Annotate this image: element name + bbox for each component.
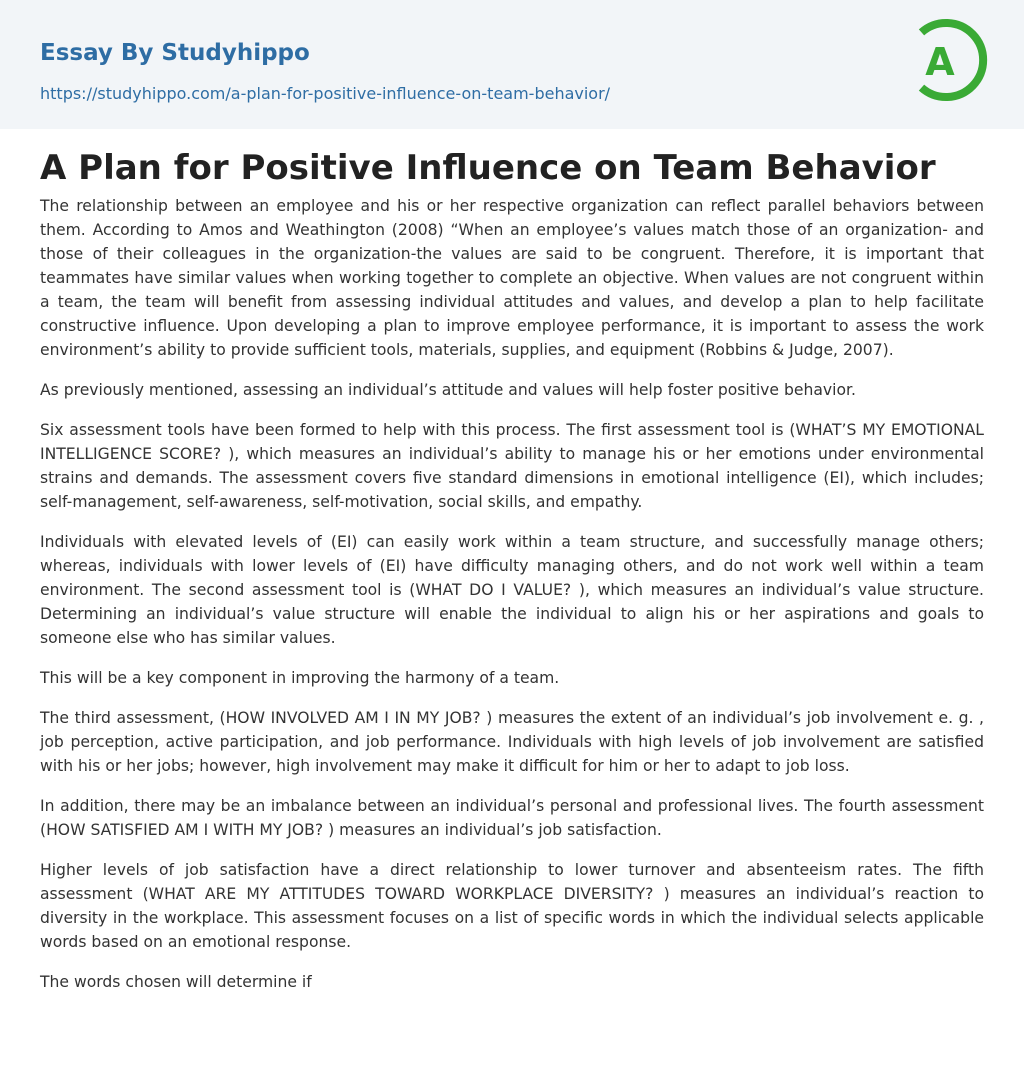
- paragraph: This will be a key component in improving the harmony of a team.: [40, 669, 560, 687]
- paragraph: In addition, there may be an imbalance between an individual’s personal and professional lives. The fourth assessment (HOW SATISFIED AM I WITH MY JOB? ) measures an individual’s job satisfaction.: [40, 797, 984, 839]
- paragraph: Higher levels of job satisfaction have a direct relationship to lower turnover and absenteeism rates. The fifth assessment (WHAT ARE MY ATTITUDES TOWARD WORKPLACE DIVERSITY? ) measures an individual’s reaction to diversity in the workplace. This assessment focuses on a list of specific words in which the individual selects applicable words based on an emotional response.: [40, 861, 984, 951]
- paragraph: The words chosen will determine if: [40, 973, 312, 991]
- page-title: A Plan for Positive Influence on Team Behavior: [40, 148, 936, 188]
- paragraph: As previously mentioned, assessing an individual’s attitude and values will help foster positive behavior.: [40, 381, 856, 399]
- paragraph: The third assessment, (HOW INVOLVED AM I IN MY JOB? ) measures the extent of an individual’s job involvement e. g. , job perception, active participation, and job performance. Individuals with high levels of job involvement are satisfied with his or her jobs; however, high involvement may make it difficult for him or her to adapt to job loss.: [40, 709, 984, 775]
- paragraph: The relationship between an employee and his or her respective organization can reflect parallel behaviors between them. According to Amos and Weathington (2008) “When an employee’s values match those of an organization- and those of their colleagues in the organization-the values are said to be congruent. Therefore, it is important that teammates have similar values when working together to complete an objective. When values are not congruent within a team, the team will benefit from assessing individual attitudes and values, and develop a plan to help facilitate constructive influence. Upon developing a plan to improve employee performance, it is important to assess the work environment’s ability to provide sufficient tools, materials, supplies, and equipment (Robbins & Judge, 2007).: [40, 197, 984, 359]
- site-header: [0, 0, 1024, 129]
- logo-letter: A: [925, 40, 955, 84]
- paragraph: Six assessment tools have been formed to help with this process. The first assessment tool is (WHAT’S MY EMOTIONAL INTELLIGENCE SCORE? ), which measures an individual’s ability to manage his or her emotions under environmental strains and demands. The assessment covers five standard dimensions in emotional intelligence (EI), which includes; self-management, self-awareness, self-motivation, social skills, and empathy.: [40, 421, 984, 511]
- essay-body: [40, 194, 984, 1010]
- source-url-link[interactable]: https://studyhippo.com/a-plan-for-positive-influence-on-team-behavior/: [40, 84, 611, 103]
- studyhippo-logo-icon[interactable]: [910, 18, 988, 106]
- paragraph: Individuals with elevated levels of (EI) can easily work within a team structure, and successfully manage others; whereas, individuals with lower levels of (EI) have difficulty managing others, and do not work well within a team environment. The second assessment tool is (WHAT DO I VALUE? ), which measures an individual’s value structure. Determining an individual’s value structure will enable the individual to align his or her aspirations and goals to someone else who has similar values.: [40, 533, 984, 647]
- brand-title[interactable]: Essay By Studyhippo: [40, 40, 310, 66]
